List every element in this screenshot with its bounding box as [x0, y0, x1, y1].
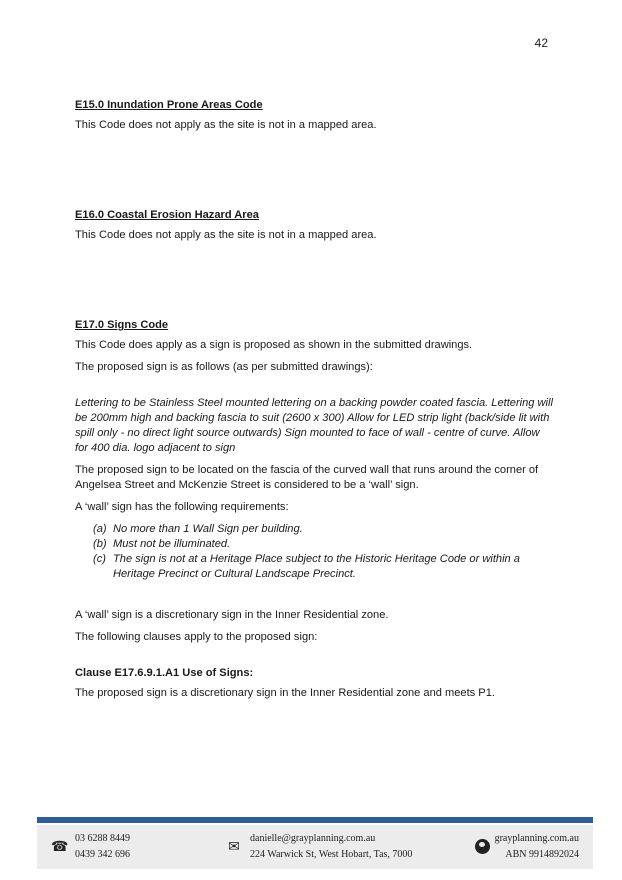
footer-phone-2: 0439 342 696: [75, 849, 130, 860]
footer-email: danielle@grayplanning.com.au: [250, 833, 376, 844]
clauses-apply-text: The following clauses apply to the proposed sign:: [75, 631, 318, 643]
section-text-e16: This Code does not apply as the site is not in a mapped area.: [75, 229, 377, 241]
clause-text: The proposed sign is a discretionary sign in the Inner Residential zone and meets P1.: [75, 687, 495, 699]
list-item: [75, 552, 555, 582]
section-text-e15: This Code does not apply as the site is not in a mapped area.: [75, 119, 377, 131]
footer-contact-block: [228, 831, 413, 863]
document-body: [75, 98, 555, 708]
footer-divider-bar: [37, 817, 593, 823]
list-item: [75, 522, 555, 537]
section-heading-e15: E15.0 Inundation Prone Areas Code: [75, 99, 263, 111]
list-item-text: The sign is not at a Heritage Place subject to the Historic Heritage Code or within a Heritage Precinct or Cultural Landscape Precinct.: [113, 553, 520, 580]
mail-icon: ✉: [228, 840, 240, 855]
phone-icon: ☎: [51, 840, 69, 855]
sign-description-quote: Lettering to be Stainless Steel mounted lettering on a backing powder coated fascia. Lettering will be 200mm high and backing fascia to suit (2600 x 300) Allow for LED strip light (back/side lit with spill only - no direct light source outwards) Sign mounted to face of wall - centre of curve. Allow for 400 dia. logo adjacent to sign: [75, 397, 553, 454]
section-heading-e17: E17.0 Signs Code: [75, 319, 169, 331]
list-item: [75, 537, 555, 552]
requirements-list: [75, 522, 555, 582]
proposed-sign-intro: The proposed sign is as follows (as per submitted drawings):: [75, 361, 373, 373]
list-marker: (c): [93, 553, 106, 565]
page-number: 42: [534, 36, 548, 50]
list-marker: (b): [93, 538, 107, 550]
footer-abn: ABN 9914892024: [505, 849, 579, 860]
list-marker: (a): [93, 523, 107, 535]
page-footer: [37, 825, 593, 869]
wall-sign-requirements-intro: A ‘wall’ sign has the following requirements:: [75, 501, 289, 513]
list-item-text: Must not be illuminated.: [113, 538, 231, 550]
globe-icon: [475, 839, 490, 854]
wall-sign-discretionary-text: A ‘wall’ sign is a discretionary sign in the Inner Residential zone.: [75, 609, 389, 621]
footer-website: grayplanning.com.au: [494, 833, 579, 844]
section-heading-e16: E16.0 Coastal Erosion Hazard Area: [75, 209, 259, 221]
footer-address: 224 Warwick St, West Hobart, Tas, 7000: [250, 849, 413, 860]
footer-phone-block: [51, 831, 130, 863]
list-item-text: No more than 1 Wall Sign per building.: [113, 523, 303, 535]
sign-location-text: The proposed sign to be located on the fascia of the curved wall that runs around the corner of Angelsea Street and McKenzie Street is considered to be a ‘wall’ sign.: [75, 464, 539, 491]
footer-phone-1: 03 6288 8449: [75, 833, 130, 844]
footer-web-block: [495, 831, 579, 863]
signs-code-applies-text: This Code does apply as a sign is proposed as shown in the submitted drawings.: [75, 339, 473, 351]
clause-heading: Clause E17.6.9.1.A1 Use of Signs:: [75, 667, 254, 679]
